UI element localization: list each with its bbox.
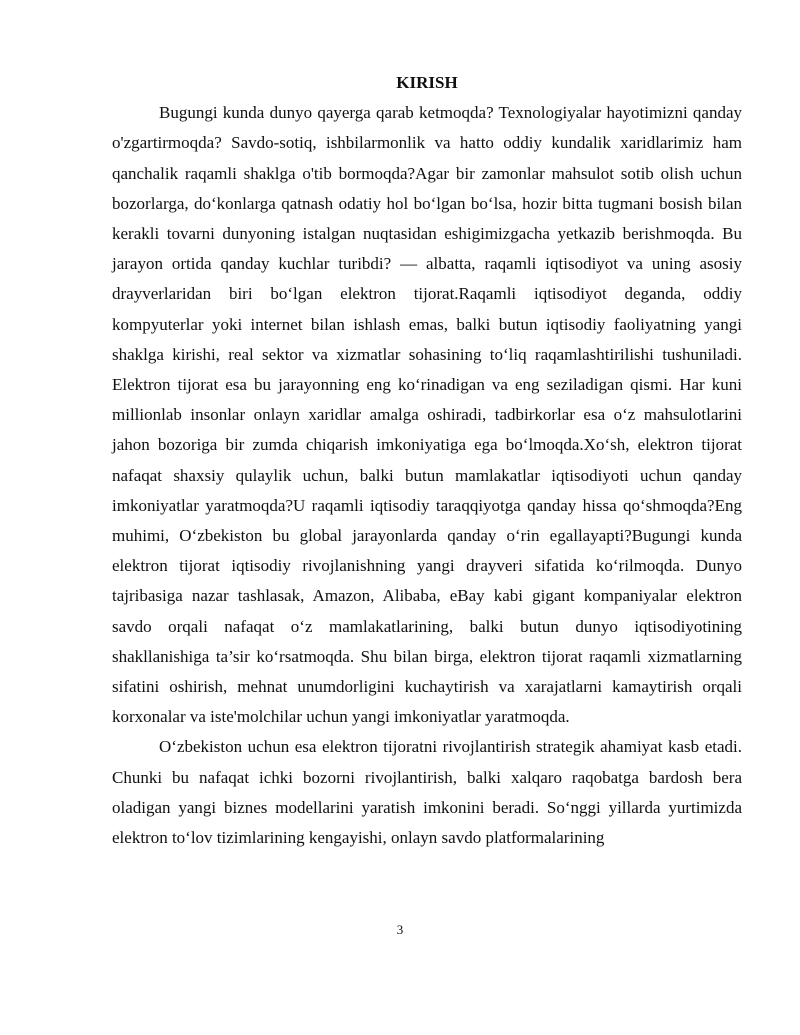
body-paragraph-1: Bugungi kunda dunyo qayerga qarab ketmoqda? Texnologiyalar hayotimizni qanday o'zgartirmoqda? Savdo-sotiq, ishbilarmonlik va hatto oddiy kundalik xaridlarimiz ham qanchalik raqamli shaklga o'tib bormoqda?Agar bir zamonlar mahsulot sotib olish uchun bozorlarga, do‘konlarga qatnash odatiy hol bo‘lgan bo‘lsa, hozir bitta tugmani bosish bilan kerakli tovarni dunyoning istalgan nuqtasidan eshigimizgacha yetkazib berishmoqda. Bu jarayon ortida qanday kuchlar turibdi? — albatta, raqamli iqtisodiyot va uning asosiy drayverlaridan biri bo‘lgan elektron tijorat.Raqamli iqtisodiyot deganda, oddiy kompyuterlar yoki internet bilan ishlash emas, balki butun iqtisodiy faoliyatning yangi shaklga kirishi, real sektor va xizmatlar sohasining to‘liq raqamlashtirilishi tushuniladi. Elektron tijorat esa bu jarayonning eng ko‘rinadigan va eng seziladigan qismi. Har kuni millionlab insonlar onlayn xaridlar amalga oshiradi, tadbirkorlar esa o‘z mahsulotlarini jahon bozoriga bir zumda chiqarish imkoniyatiga ega bo‘lmoqda.Xo‘sh, elektron tijorat nafaqat shaxsiy qulaylik uchun, balki butun mamlakatlar iqtisodiyoti uchun qanday imkoniyatlar yaratmoqda?U raqamli iqtisodiy taraqqiyotga qanday hissa qo‘shmoqda?Eng muhimi, O‘zbekiston bu global jarayonlarda qanday o‘rin egallayapti?Bugungi kunda elektron tijorat iqtisodiy rivojlanishning yangi drayveri sifatida ko‘rilmoqda. Dunyo tajribasiga nazar tashlasak, Amazon, Alibaba, eBay kabi gigant kompaniyalar elektron savdo orqali nafaqat o‘z mamlakatlarining, balki butun dunyo iqtisodiyotining shakllanishiga ta’sir ko‘rsatmoqda. Shu bilan birga, elektron tijorat raqamli xizmatlarning sifatini oshirish, mehnat unumdorligini kuchaytirish va xarajatlarni kamaytirish orqali korxonalar va iste'molchilar uchun yangi imkoniyatlar yaratmoqda. xyxy=(112,103,742,727)
page-number: 3 xyxy=(396,922,404,937)
section-heading: KIRISH xyxy=(396,73,458,92)
body-paragraph-2: O‘zbekiston uchun esa elektron tijoratni rivojlantirish strategik ahamiyat kasb etadi. Chunki bu nafaqat ichki bozorni rivojlantirish, balki xalqaro raqobatga bardosh bera oladigan yangi biznes modellarini yaratish imkonini beradi. So‘nggi yillarda yurtimizda elektron to‘lov tizimlarining kengayishi, onlayn savdo platformalarining xyxy=(112,737,742,848)
page-content xyxy=(112,68,742,853)
